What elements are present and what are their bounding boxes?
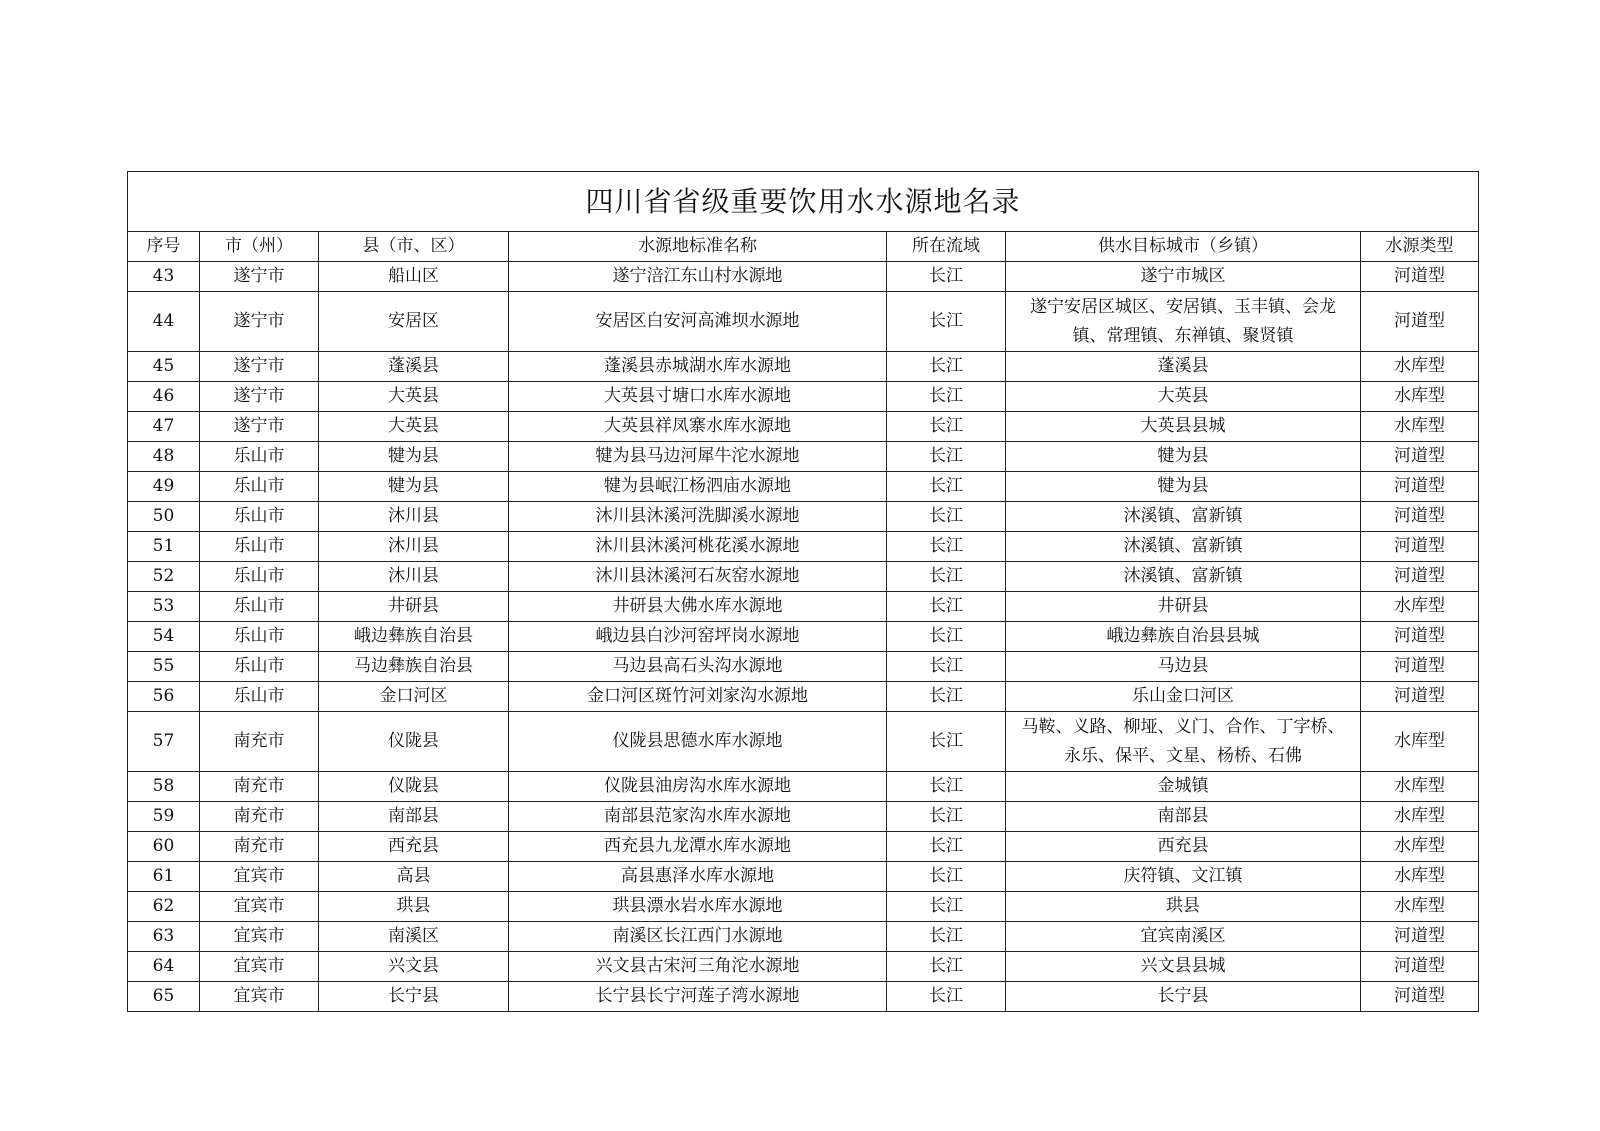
cell-source-name: 大英县祥凤寨水库水源地 — [509, 412, 887, 442]
cell-basin: 长江 — [887, 262, 1006, 292]
cell-type: 河道型 — [1361, 562, 1479, 592]
header-source-name: 水源地标准名称 — [509, 232, 887, 262]
cell-source-name: 马边县高石头沟水源地 — [509, 652, 887, 682]
cell-supply: 井研县 — [1006, 592, 1361, 622]
water-source-register-table — [127, 171, 1479, 1012]
cell-source-name: 长宁县长宁河莲子湾水源地 — [509, 982, 887, 1012]
cell-seq: 46 — [128, 382, 200, 412]
cell-city: 宜宾市 — [200, 862, 319, 892]
cell-basin: 长江 — [887, 472, 1006, 502]
table-row — [128, 802, 1479, 832]
cell-type: 水库型 — [1361, 832, 1479, 862]
cell-city: 乐山市 — [200, 652, 319, 682]
cell-type: 水库型 — [1361, 892, 1479, 922]
cell-county: 大英县 — [319, 412, 509, 442]
cell-source-name: 西充县九龙潭水库水源地 — [509, 832, 887, 862]
cell-type: 河道型 — [1361, 292, 1479, 352]
cell-seq: 44 — [128, 292, 200, 352]
cell-supply: 蓬溪县 — [1006, 352, 1361, 382]
cell-seq: 50 — [128, 502, 200, 532]
header-seq: 序号 — [128, 232, 200, 262]
cell-source-name: 仪陇县思德水库水源地 — [509, 712, 887, 772]
table-row — [128, 472, 1479, 502]
header-city: 市（州） — [200, 232, 319, 262]
cell-county: 西充县 — [319, 832, 509, 862]
cell-seq: 48 — [128, 442, 200, 472]
table-row — [128, 892, 1479, 922]
cell-supply: 马边县 — [1006, 652, 1361, 682]
cell-city: 遂宁市 — [200, 382, 319, 412]
cell-supply: 峨边彝族自治县县城 — [1006, 622, 1361, 652]
cell-type: 水库型 — [1361, 382, 1479, 412]
cell-type: 河道型 — [1361, 952, 1479, 982]
cell-seq: 61 — [128, 862, 200, 892]
cell-basin: 长江 — [887, 562, 1006, 592]
table-row — [128, 832, 1479, 862]
table-row — [128, 622, 1479, 652]
cell-city: 乐山市 — [200, 592, 319, 622]
cell-county: 仪陇县 — [319, 772, 509, 802]
cell-basin: 长江 — [887, 382, 1006, 412]
cell-supply: 南部县 — [1006, 802, 1361, 832]
cell-seq: 63 — [128, 922, 200, 952]
cell-city: 乐山市 — [200, 472, 319, 502]
table-row — [128, 412, 1479, 442]
cell-supply: 乐山金口河区 — [1006, 682, 1361, 712]
cell-supply: 长宁县 — [1006, 982, 1361, 1012]
cell-type: 水库型 — [1361, 412, 1479, 442]
cell-seq: 53 — [128, 592, 200, 622]
cell-city: 乐山市 — [200, 562, 319, 592]
cell-basin: 长江 — [887, 832, 1006, 862]
cell-supply — [1006, 712, 1361, 772]
cell-basin: 长江 — [887, 892, 1006, 922]
cell-source-name: 高县惠泽水库水源地 — [509, 862, 887, 892]
cell-basin: 长江 — [887, 352, 1006, 382]
header-basin: 所在流域 — [887, 232, 1006, 262]
cell-city: 宜宾市 — [200, 952, 319, 982]
cell-basin: 长江 — [887, 922, 1006, 952]
cell-city: 乐山市 — [200, 682, 319, 712]
cell-seq: 49 — [128, 472, 200, 502]
cell-seq: 62 — [128, 892, 200, 922]
cell-seq: 60 — [128, 832, 200, 862]
cell-type: 河道型 — [1361, 622, 1479, 652]
cell-source-name: 沐川县沐溪河桃花溪水源地 — [509, 532, 887, 562]
table-body — [128, 262, 1479, 1012]
supply-line: 遂宁安居区城区、安居镇、玉丰镇、会龙 — [1030, 296, 1336, 317]
cell-type: 水库型 — [1361, 352, 1479, 382]
cell-type: 水库型 — [1361, 772, 1479, 802]
supply-line: 马鞍、义路、柳垭、义门、合作、丁字桥、 — [1021, 716, 1345, 737]
cell-city: 乐山市 — [200, 622, 319, 652]
table-row — [128, 862, 1479, 892]
table-row — [128, 532, 1479, 562]
cell-seq: 64 — [128, 952, 200, 982]
table-row — [128, 682, 1479, 712]
cell-city: 乐山市 — [200, 532, 319, 562]
table-row — [128, 562, 1479, 592]
cell-source-name: 仪陇县油房沟水库水源地 — [509, 772, 887, 802]
table-row — [128, 922, 1479, 952]
cell-county: 大英县 — [319, 382, 509, 412]
cell-source-name: 南溪区长江西门水源地 — [509, 922, 887, 952]
cell-supply: 珙县 — [1006, 892, 1361, 922]
cell-source-name: 蓬溪县赤城湖水库水源地 — [509, 352, 887, 382]
table-row — [128, 952, 1479, 982]
cell-source-name: 珙县漂水岩水库水源地 — [509, 892, 887, 922]
table-row — [128, 712, 1479, 772]
cell-seq: 52 — [128, 562, 200, 592]
cell-basin: 长江 — [887, 712, 1006, 772]
cell-source-name: 南部县范家沟水库水源地 — [509, 802, 887, 832]
cell-county: 船山区 — [319, 262, 509, 292]
cell-county: 南溪区 — [319, 922, 509, 952]
cell-type: 河道型 — [1361, 442, 1479, 472]
cell-type: 河道型 — [1361, 262, 1479, 292]
cell-seq: 54 — [128, 622, 200, 652]
cell-supply: 遂宁市城区 — [1006, 262, 1361, 292]
header-source-type: 水源类型 — [1361, 232, 1479, 262]
cell-county: 沐川县 — [319, 502, 509, 532]
cell-seq: 45 — [128, 352, 200, 382]
cell-city: 遂宁市 — [200, 292, 319, 352]
cell-seq: 57 — [128, 712, 200, 772]
cell-basin: 长江 — [887, 682, 1006, 712]
cell-type: 水库型 — [1361, 712, 1479, 772]
cell-source-name: 遂宁涪江东山村水源地 — [509, 262, 887, 292]
cell-supply: 兴文县县城 — [1006, 952, 1361, 982]
table-row — [128, 772, 1479, 802]
cell-type: 河道型 — [1361, 682, 1479, 712]
cell-basin: 长江 — [887, 802, 1006, 832]
cell-type: 水库型 — [1361, 862, 1479, 892]
cell-seq: 56 — [128, 682, 200, 712]
cell-basin: 长江 — [887, 772, 1006, 802]
cell-city: 宜宾市 — [200, 922, 319, 952]
cell-city: 乐山市 — [200, 442, 319, 472]
column-header-row — [128, 232, 1479, 262]
cell-supply: 犍为县 — [1006, 442, 1361, 472]
cell-type: 水库型 — [1361, 592, 1479, 622]
cell-type: 河道型 — [1361, 652, 1479, 682]
supply-line: 镇、常理镇、东禅镇、聚贤镇 — [1072, 325, 1294, 346]
cell-source-name: 沐川县沐溪河石灰窑水源地 — [509, 562, 887, 592]
cell-supply: 沐溪镇、富新镇 — [1006, 502, 1361, 532]
cell-supply: 沐溪镇、富新镇 — [1006, 562, 1361, 592]
table-row — [128, 592, 1479, 622]
cell-supply: 大英县 — [1006, 382, 1361, 412]
cell-county: 犍为县 — [319, 472, 509, 502]
cell-source-name: 兴文县古宋河三角沱水源地 — [509, 952, 887, 982]
cell-source-name: 犍为县岷江杨泗庙水源地 — [509, 472, 887, 502]
cell-county: 金口河区 — [319, 682, 509, 712]
cell-county: 犍为县 — [319, 442, 509, 472]
cell-seq: 58 — [128, 772, 200, 802]
cell-county: 高县 — [319, 862, 509, 892]
cell-city: 遂宁市 — [200, 352, 319, 382]
cell-county: 珙县 — [319, 892, 509, 922]
cell-seq: 51 — [128, 532, 200, 562]
cell-seq: 47 — [128, 412, 200, 442]
cell-seq: 59 — [128, 802, 200, 832]
cell-source-name: 金口河区斑竹河刘家沟水源地 — [509, 682, 887, 712]
table-row — [128, 982, 1479, 1012]
cell-basin: 长江 — [887, 952, 1006, 982]
header-supply-target: 供水目标城市（乡镇） — [1006, 232, 1361, 262]
cell-supply: 西充县 — [1006, 832, 1361, 862]
cell-supply: 大英县县城 — [1006, 412, 1361, 442]
table-row — [128, 652, 1479, 682]
cell-basin: 长江 — [887, 862, 1006, 892]
cell-type: 河道型 — [1361, 532, 1479, 562]
cell-county: 峨边彝族自治县 — [319, 622, 509, 652]
cell-type: 河道型 — [1361, 922, 1479, 952]
cell-city: 遂宁市 — [200, 262, 319, 292]
cell-basin: 长江 — [887, 982, 1006, 1012]
table-row — [128, 292, 1479, 352]
cell-county: 兴文县 — [319, 952, 509, 982]
cell-source-name: 沐川县沐溪河洗脚溪水源地 — [509, 502, 887, 532]
table-row — [128, 442, 1479, 472]
cell-basin: 长江 — [887, 442, 1006, 472]
table-row — [128, 502, 1479, 532]
cell-supply: 宜宾南溪区 — [1006, 922, 1361, 952]
cell-basin: 长江 — [887, 532, 1006, 562]
cell-basin: 长江 — [887, 592, 1006, 622]
cell-supply: 沐溪镇、富新镇 — [1006, 532, 1361, 562]
cell-seq: 65 — [128, 982, 200, 1012]
cell-supply: 庆符镇、文江镇 — [1006, 862, 1361, 892]
cell-supply: 金城镇 — [1006, 772, 1361, 802]
cell-city: 南充市 — [200, 712, 319, 772]
cell-supply: 犍为县 — [1006, 472, 1361, 502]
cell-county: 长宁县 — [319, 982, 509, 1012]
cell-basin: 长江 — [887, 652, 1006, 682]
cell-source-name: 犍为县马边河犀牛沱水源地 — [509, 442, 887, 472]
cell-supply — [1006, 292, 1361, 352]
table-title: 四川省省级重要饮用水水源地名录 — [128, 172, 1479, 232]
cell-city: 南充市 — [200, 832, 319, 862]
cell-city: 南充市 — [200, 772, 319, 802]
cell-city: 南充市 — [200, 802, 319, 832]
cell-county: 安居区 — [319, 292, 509, 352]
cell-county: 马边彝族自治县 — [319, 652, 509, 682]
cell-county: 蓬溪县 — [319, 352, 509, 382]
cell-seq: 55 — [128, 652, 200, 682]
cell-type: 河道型 — [1361, 982, 1479, 1012]
cell-type: 水库型 — [1361, 802, 1479, 832]
cell-county: 南部县 — [319, 802, 509, 832]
cell-seq: 43 — [128, 262, 200, 292]
cell-basin: 长江 — [887, 622, 1006, 652]
cell-city: 宜宾市 — [200, 982, 319, 1012]
cell-city: 乐山市 — [200, 502, 319, 532]
cell-basin: 长江 — [887, 412, 1006, 442]
header-county: 县（市、区） — [319, 232, 509, 262]
cell-county: 沐川县 — [319, 562, 509, 592]
table-row — [128, 262, 1479, 292]
cell-type: 河道型 — [1361, 502, 1479, 532]
cell-source-name: 安居区白安河高滩坝水源地 — [509, 292, 887, 352]
cell-county: 仪陇县 — [319, 712, 509, 772]
table-row — [128, 382, 1479, 412]
cell-city: 遂宁市 — [200, 412, 319, 442]
table-row — [128, 352, 1479, 382]
cell-county: 井研县 — [319, 592, 509, 622]
cell-basin: 长江 — [887, 292, 1006, 352]
cell-type: 河道型 — [1361, 472, 1479, 502]
supply-line: 永乐、保平、文星、杨桥、石佛 — [1064, 745, 1302, 766]
cell-source-name: 大英县寸塘口水库水源地 — [509, 382, 887, 412]
cell-source-name: 峨边县白沙河窑坪岗水源地 — [509, 622, 887, 652]
cell-source-name: 井研县大佛水库水源地 — [509, 592, 887, 622]
cell-city: 宜宾市 — [200, 892, 319, 922]
cell-county: 沐川县 — [319, 532, 509, 562]
cell-basin: 长江 — [887, 502, 1006, 532]
